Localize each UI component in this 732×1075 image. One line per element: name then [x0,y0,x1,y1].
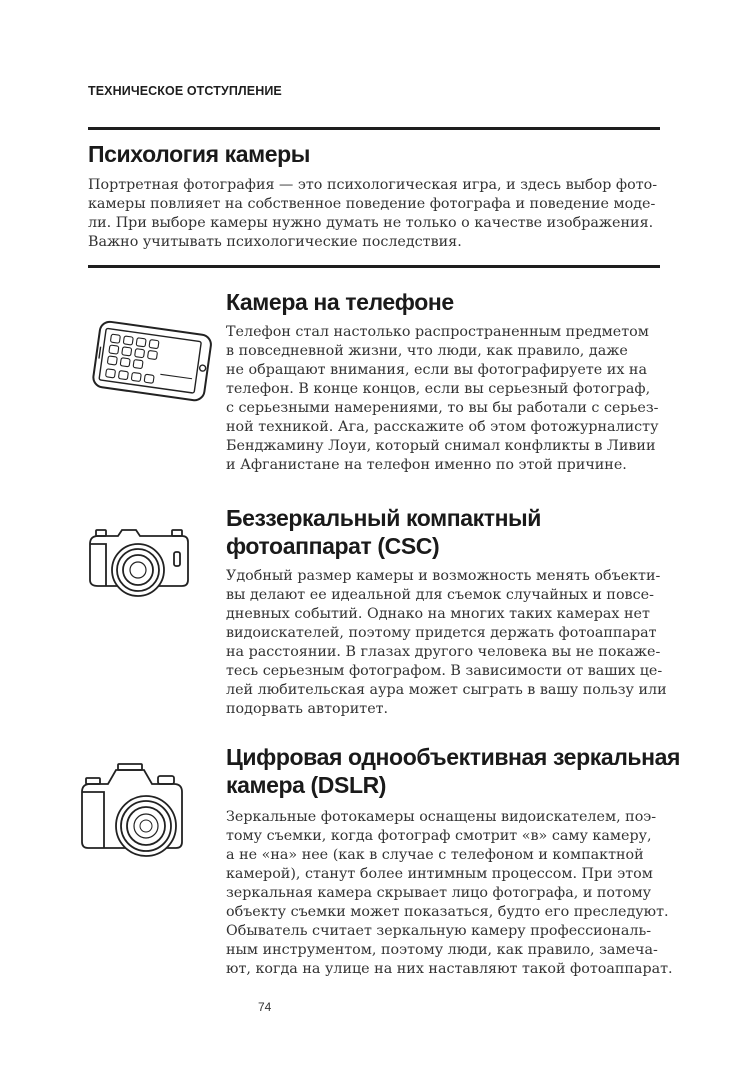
section-title-line: Камера на телефоне [226,289,454,315]
page-number: 74 [258,1000,272,1014]
body-line: в повседневной жизни, что люди, как правило, даже [226,343,628,359]
section-title-phone [226,288,454,316]
body-line: с серьезными намерениями, то вы бы работали с серьез- [226,400,659,416]
body-line: дневных событий. Однако на многих таких камерах нет [226,606,650,622]
body-line: телефон. В конце концов, если вы серьезный фотограф, [226,381,651,397]
sidebar-title: Психология камеры [88,141,311,167]
body-line: а не «на» нее (как в случае с телефоном и компактной [226,847,644,863]
body-line: ной техникой. Ага, расскажите об этом фотожурналисту [226,419,659,435]
dslr-camera-icon [78,762,190,860]
body-line: тесь серьезным фотографом. В зависимости от ваших це- [226,663,663,679]
sidebar-intro [88,176,660,252]
section-body-dslr [226,808,676,979]
top-rule [88,127,660,130]
body-line: подорвать авторитет. [226,701,389,717]
body-line: Телефон стал настолько распространенным предметом [226,324,649,340]
body-line: видоискателей, поэтому придется держать фотоаппарат [226,625,657,641]
body-line: тому съемки, когда фотограф смотрит «в» саму камеру, [226,828,652,844]
body-line: ным инструментом, поэтому люди, как правило, замеча- [226,942,658,958]
section-body-phone [226,323,676,475]
body-line: камерой), станут более интимным процессом. При этом [226,866,653,882]
section-body-mirrorless [226,567,676,719]
body-line: на расстоянии. В глазах другого человека вы не покаже- [226,644,661,660]
section-title-line: фотоаппарат (CSC) [226,533,440,559]
body-line: Бенджамину Лоуи, который снимал конфликты в Ливии [226,438,656,454]
bottom-rule [88,265,660,268]
body-line: вы делают ее идеальной для съемок случайных и повсе- [226,587,654,603]
mirrorless-camera-icon [84,522,196,602]
body-line: ют, когда на улице на них наставляют такой фотоаппарат. [226,961,673,977]
section-title-line: Беззеркальный компактный [226,505,542,531]
body-line: Удобный размер камеры и возможность менять объекти- [226,568,661,584]
body-line: лей любительская аура может сыграть в вашу пользу или [226,682,667,698]
body-line: зеркальная камера скрывает лицо фотографа, и потому [226,885,652,901]
section-title-line: Цифровая однообъективная зеркальная [226,744,681,770]
body-line: Обыватель считает зеркальную камеру профессиональ- [226,923,652,939]
body-line: не обращают внимания, если вы фотографируете их на [226,362,647,378]
intro-line: Портретная фотография — это психологическая игра, и здесь выбор фото- [88,177,658,193]
running-head: ТЕХНИЧЕСКОЕ ОТСТУПЛЕНИЕ [88,84,282,98]
section-title-line: камера (DSLR) [226,772,387,798]
intro-line: ли. При выборе камеры нужно думать не только о качестве изображения. [88,215,654,231]
intro-line: камеры повлияет на собственное поведение фотографа и поведение моде- [88,196,656,212]
intro-line: Важно учитывать психологические последствия. [88,234,462,250]
body-line: Зеркальные фотокамеры оснащены видоискателем, поэ- [226,809,657,825]
body-line: и Афганистане на телефон именно по этой причине. [226,457,627,473]
body-line: объекту съемки может показаться, будто его преследуют. [226,904,669,920]
section-title-mirrorless [226,504,541,560]
section-title-dslr [226,743,680,799]
smartphone-icon [86,314,218,410]
